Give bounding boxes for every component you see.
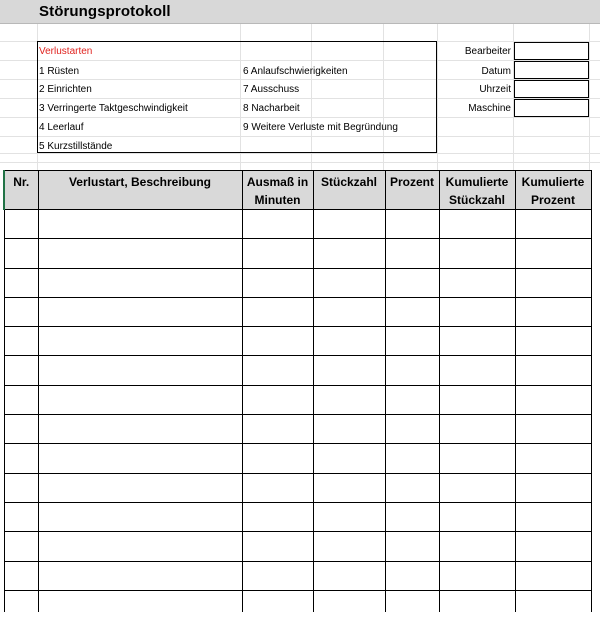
legend-item-4: 4 Leerlauf <box>39 122 84 133</box>
table-row <box>4 590 591 612</box>
uhrzeit-label: Uhrzeit <box>479 84 511 95</box>
table-cell[interactable] <box>439 239 515 268</box>
table-cell[interactable] <box>38 327 242 356</box>
table-cell[interactable] <box>385 268 439 297</box>
header-stueckzahl-label: Stückzahl <box>320 175 377 189</box>
table-cell[interactable] <box>515 532 591 561</box>
header-stueckzahl[interactable] <box>313 171 385 210</box>
table-cell[interactable] <box>313 327 385 356</box>
table-cell[interactable] <box>242 415 313 444</box>
table-cell[interactable] <box>515 473 591 502</box>
table-row <box>4 561 591 590</box>
title-row[interactable] <box>0 0 600 24</box>
header-kum-prozent-line1: Kumulierte <box>521 175 585 189</box>
table-cell[interactable] <box>313 502 385 531</box>
table-cell[interactable] <box>242 297 313 326</box>
legend-item-8: 8 Nacharbeit <box>243 103 300 114</box>
table-cell[interactable] <box>242 210 313 239</box>
datum-field[interactable] <box>514 61 589 79</box>
header-kum-stueckzahl[interactable] <box>439 171 515 210</box>
table-cell[interactable] <box>38 415 242 444</box>
legend-box <box>37 41 437 153</box>
table-row <box>4 473 591 502</box>
table-row <box>4 502 591 531</box>
table-cell[interactable] <box>38 561 242 590</box>
table-cell[interactable] <box>313 356 385 385</box>
table-cell[interactable] <box>313 473 385 502</box>
legend-item-2: 2 Einrichten <box>39 84 92 95</box>
table-cell[interactable] <box>439 473 515 502</box>
table-cell[interactable] <box>385 415 439 444</box>
table-cell[interactable] <box>38 239 242 268</box>
table-row <box>4 532 591 561</box>
table-cell[interactable] <box>313 590 385 612</box>
table-cell[interactable] <box>385 590 439 612</box>
table-cell[interactable] <box>38 502 242 531</box>
table-cell[interactable] <box>313 561 385 590</box>
table-cell[interactable] <box>385 502 439 531</box>
header-ausmass-line2: Minuten <box>254 193 301 207</box>
table-cell[interactable] <box>4 473 38 502</box>
table-cell[interactable] <box>313 239 385 268</box>
table-row <box>4 210 591 239</box>
table-cell[interactable] <box>4 444 38 473</box>
header-verlustart[interactable] <box>38 171 242 210</box>
table-cell[interactable] <box>385 444 439 473</box>
table-cell[interactable] <box>515 385 591 414</box>
table-cell[interactable] <box>38 590 242 612</box>
table-cell[interactable] <box>38 268 242 297</box>
loss-log-table <box>3 170 592 612</box>
table-cell[interactable] <box>4 502 38 531</box>
table-cell[interactable] <box>439 297 515 326</box>
table-cell[interactable] <box>4 268 38 297</box>
header-prozent[interactable] <box>385 171 439 210</box>
table-cell[interactable] <box>439 415 515 444</box>
table-cell[interactable] <box>242 327 313 356</box>
table-cell[interactable] <box>4 590 38 612</box>
legend-item-9: 9 Weitere Verluste mit Begründung <box>243 122 398 133</box>
table-cell[interactable] <box>4 356 38 385</box>
table-cell[interactable] <box>4 532 38 561</box>
table-cell[interactable] <box>4 415 38 444</box>
table-cell[interactable] <box>242 444 313 473</box>
table-cell[interactable] <box>439 532 515 561</box>
table-cell[interactable] <box>515 502 591 531</box>
legend-item-5: 5 Kurzstillstände <box>39 141 113 152</box>
table-row <box>4 415 591 444</box>
table-cell[interactable] <box>38 210 242 239</box>
header-ausmass[interactable] <box>242 171 313 210</box>
table-cell[interactable] <box>4 239 38 268</box>
table-cell[interactable] <box>385 532 439 561</box>
table-cell[interactable] <box>4 297 38 326</box>
table-cell[interactable] <box>439 444 515 473</box>
table-cell[interactable] <box>385 210 439 239</box>
table-cell[interactable] <box>4 327 38 356</box>
table-cell[interactable] <box>242 502 313 531</box>
bearbeiter-label: Bearbeiter <box>464 46 511 57</box>
table-row <box>4 327 591 356</box>
legend-item-7: 7 Ausschuss <box>243 84 300 95</box>
table-cell[interactable] <box>439 561 515 590</box>
table-cell[interactable] <box>385 327 439 356</box>
table-cell[interactable] <box>313 444 385 473</box>
table-cell[interactable] <box>38 444 242 473</box>
table-cell[interactable] <box>313 415 385 444</box>
table-cell[interactable] <box>515 590 591 612</box>
table-cell[interactable] <box>4 210 38 239</box>
table-cell[interactable] <box>515 561 591 590</box>
uhrzeit-field[interactable] <box>514 80 589 98</box>
table-row <box>4 268 591 297</box>
table-row <box>4 297 591 326</box>
header-kum-prozent-line2: Prozent <box>530 193 575 207</box>
table-cell[interactable] <box>4 385 38 414</box>
table-cell[interactable] <box>515 356 591 385</box>
header-ausmass-line1: Ausmaß in <box>246 175 309 189</box>
table-cell[interactable] <box>385 561 439 590</box>
table-cell[interactable] <box>38 532 242 561</box>
header-kum-stueckzahl-line2: Stückzahl <box>448 193 505 207</box>
table-row <box>4 385 591 414</box>
table-cell[interactable] <box>385 239 439 268</box>
table-cell[interactable] <box>313 268 385 297</box>
table-cell[interactable] <box>242 268 313 297</box>
table-cell[interactable] <box>38 297 242 326</box>
header-nr[interactable] <box>4 171 38 210</box>
table-cell[interactable] <box>242 590 313 612</box>
table-cell[interactable] <box>313 210 385 239</box>
header-prozent-label: Prozent <box>389 175 434 189</box>
maschine-label: Maschine <box>468 103 511 114</box>
table-cell[interactable] <box>515 297 591 326</box>
table-cell[interactable] <box>242 385 313 414</box>
table-cell[interactable] <box>38 356 242 385</box>
table-cell[interactable] <box>515 239 591 268</box>
table-cell[interactable] <box>515 415 591 444</box>
sheet-title: Störungsprotokoll <box>39 3 171 20</box>
legend-item-3: 3 Verringerte Taktgeschwindigkeit <box>39 103 188 114</box>
table-row <box>4 356 591 385</box>
table-cell[interactable] <box>4 561 38 590</box>
legend-item-1: 1 Rüsten <box>39 66 80 77</box>
table-cell[interactable] <box>439 356 515 385</box>
table-cell[interactable] <box>439 327 515 356</box>
table-cell[interactable] <box>515 210 591 239</box>
table-row <box>4 239 591 268</box>
maschine-field[interactable] <box>514 99 589 117</box>
table-cell[interactable] <box>515 327 591 356</box>
table-cell[interactable] <box>515 268 591 297</box>
header-kum-stueckzahl-line1: Kumulierte <box>445 175 509 189</box>
table-cell[interactable] <box>385 297 439 326</box>
table-cell[interactable] <box>313 532 385 561</box>
table-cell[interactable] <box>38 473 242 502</box>
table-cell[interactable] <box>242 239 313 268</box>
table-cell[interactable] <box>515 444 591 473</box>
table-cell[interactable] <box>439 590 515 612</box>
table-cell[interactable] <box>313 385 385 414</box>
table-cell[interactable] <box>242 561 313 590</box>
table-header-row <box>4 171 591 210</box>
header-verlustart-label: Verlustart, Beschreibung <box>68 175 212 189</box>
table-cell[interactable] <box>439 502 515 531</box>
legend-item-6: 6 Anlaufschwierigkeiten <box>243 66 348 77</box>
table-cell[interactable] <box>242 532 313 561</box>
header-kum-prozent[interactable] <box>515 171 591 210</box>
table-cell[interactable] <box>385 473 439 502</box>
table-cell[interactable] <box>439 268 515 297</box>
legend-title: Verlustarten <box>39 46 93 57</box>
datum-label: Datum <box>481 66 511 77</box>
table-cell[interactable] <box>38 385 242 414</box>
table-cell[interactable] <box>242 473 313 502</box>
bearbeiter-field[interactable] <box>514 42 589 60</box>
table-cell[interactable] <box>439 210 515 239</box>
header-nr-label: Nr. <box>13 175 30 189</box>
table-cell[interactable] <box>385 385 439 414</box>
table-cell[interactable] <box>385 356 439 385</box>
table-cell[interactable] <box>242 356 313 385</box>
table-row <box>4 444 591 473</box>
table-cell[interactable] <box>313 297 385 326</box>
table-cell[interactable] <box>439 385 515 414</box>
